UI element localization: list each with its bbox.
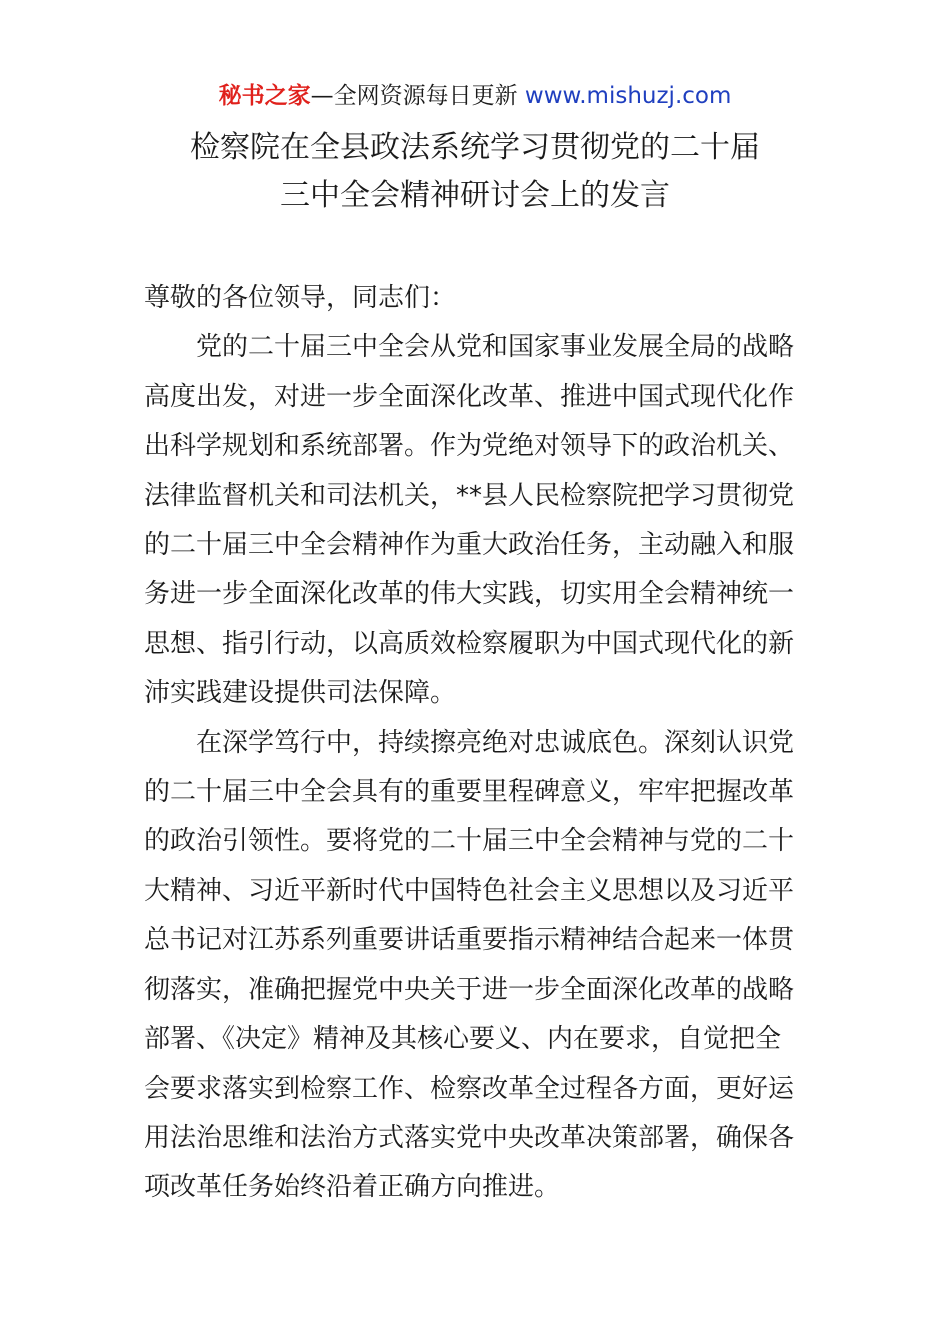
paragraph-2 [144, 719, 808, 1213]
paragraph-line: 的政治引领性。要将党的二十届三中全会精神与党的二十 [144, 826, 795, 857]
paragraph-line: 的二十届三中全会精神作为重大政治任务，主动融入和服 [144, 530, 795, 561]
paragraph-line: 务进一步全面深化改革的伟大实践，切实用全会精神统一 [144, 579, 795, 610]
document-body [144, 274, 808, 1213]
paragraph-line: 思想、指引行动，以高质效检察履职为中国式现代化的新 [144, 628, 795, 659]
salutation: 尊敬的各位领导，同志们： [144, 283, 457, 313]
site-url-link[interactable]: www.mishuzj.com [524, 83, 732, 109]
paragraph-line: 用法治思维和法治方式落实党中央改革决策部署，确保各 [144, 1122, 795, 1153]
site-tagline: —全网资源每日更新 [310, 83, 525, 109]
brand-name: 秘书之家 [218, 83, 311, 109]
title-line: 三中全会精神研讨会上的发言 [280, 178, 670, 213]
paragraph-line: 高度出发，对进一步全面深化改革、推进中国式现代化作 [144, 381, 795, 412]
paragraph-line: 在深学笃行中，持续擦亮绝对忠诚底色。深刻认识党 [144, 727, 795, 758]
site-header [0, 80, 950, 112]
title-line: 检察院在全县政法系统学习贯彻党的二十届 [190, 130, 760, 165]
paragraph-line: 彻落实，准确把握党中央关于进一步全面深化改革的战略 [144, 974, 795, 1005]
paragraph-line: 出科学规划和系统部署。作为党绝对领导下的政治机关、 [144, 431, 795, 462]
paragraph-1 [144, 323, 808, 718]
paragraph-line: 大精神、习近平新时代中国特色社会主义思想以及习近平 [144, 875, 795, 906]
paragraph-line: 的二十届三中全会具有的重要里程碑意义，牢牢把握改革 [144, 777, 795, 808]
paragraph-line: 总书记对江苏系列重要讲话重要指示精神结合起来一体贯 [144, 925, 795, 956]
paragraph-line: 沛实践建设提供司法保障。 [144, 678, 457, 709]
paragraph-line: 会要求落实到检察工作、检察改革全过程各方面，更好运 [144, 1073, 795, 1104]
document-title [0, 124, 950, 220]
paragraph-line: 项改革任务始终沿着正确方向推进。 [144, 1172, 561, 1203]
paragraph-line: 党的二十届三中全会从党和国家事业发展全局的战略 [144, 332, 795, 363]
paragraph-line: 部署、《决定》精神及其核心要义、内在要求，自觉把全 [144, 1024, 782, 1055]
paragraph-line: 法律监督机关和司法机关，**县人民检察院把学习贯彻党 [144, 480, 795, 511]
